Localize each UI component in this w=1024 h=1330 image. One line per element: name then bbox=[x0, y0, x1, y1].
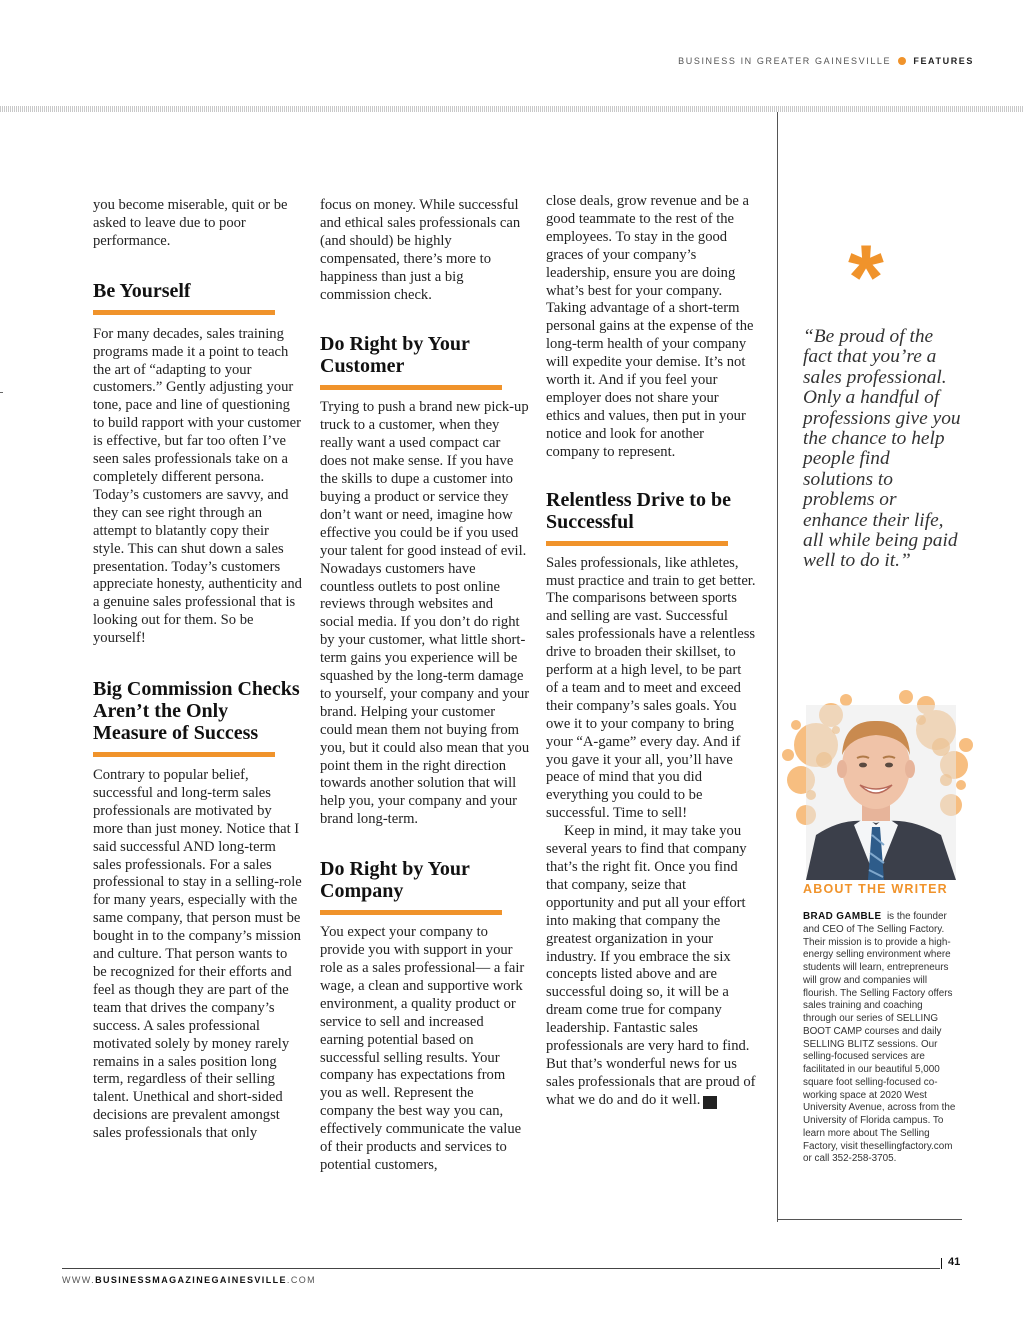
body-paragraph: Contrary to popular belief, successful and long-term sales professionals are motivated by more than just money. Notice that I said successful AND long-term sales professionals. For a sales professional to stay in a selling-role for many years, especially with the same company, that person must be bought in to the company’s mission and culture. That person wants to be recognized for their efforts and feel as though they are part of the team that drives the company’s success. A sales professional motivated solely by money rarely remains in a sales position long term, regardless of their selling talent. Unethical and short-sided decisions are prevalent amongst sales professionals that only bbox=[93, 767, 302, 1142]
closing-paragraph bbox=[546, 823, 756, 1110]
url-prefix: WWW. bbox=[62, 1275, 96, 1285]
closing-text: Keep in mind, it may take you several years to find that company that’s the right fit. Once you find that company, seize that opportunity and put all your effort into making that company the greatest organization in your industry. If you embrace the six concepts listed above and are successful doing so, it will be a dream come true for company leadership. Fantastic sales professionals are very hard to find. But that’s wonderful news for us sales professionals that are proud of what we do and do it well. bbox=[546, 823, 756, 1108]
author-photo bbox=[776, 685, 976, 880]
section-heading-customer: Do Right by Your Customer bbox=[320, 333, 470, 378]
url-suffix: .COM bbox=[286, 1275, 317, 1285]
author-name: BRAD GAMBLE bbox=[803, 911, 882, 922]
pull-quote: “Be proud of the fact that you’re a sales professional. Only a handful of professions give you the chance to help people find solutions to problems or enhance their life, all while being paid well to do it.” bbox=[803, 326, 961, 572]
page-number-tick bbox=[941, 1258, 942, 1269]
footer-rule bbox=[62, 1268, 940, 1269]
sidebar-underline bbox=[777, 1219, 962, 1220]
body-paragraph: You expect your company to provide you with support in your role as a sales professional— a fair wage, a clean and supportive work environment, a quality product or service to sell and increased earning potential based on successful selling results. Your company has expectations from you as well. Represent the company the best way you can, effectively communicate the value of their products and services to potential customers, bbox=[320, 924, 525, 1173]
author-bio: is the founder and CEO of The Selling Factory. Their mission is to provide a high-energy selling environment where students will learn, entrepreneurs will grow and companies will flourish. The Selling Factory offers sales training and coaching through our series of SELLING BOOT CAMP courses and daily SELLING BLITZ sessions. Our selling-focused services are facilitated in our beautiful 5,000 square foot selling-focused co-working space at 2020 West University Avenue, across from the University of Florida campus. To learn more about The Selling Factory, visit thesellingfactory.com or call 352-258-3705. bbox=[803, 911, 956, 1165]
bullet-dot-icon bbox=[898, 57, 906, 65]
asterisk-icon: * bbox=[848, 227, 884, 329]
section-heading-drive: Relentless Drive to be Successful bbox=[546, 488, 731, 533]
body-paragraph: Trying to push a brand new pick-up truck to a customer, when they really want a used compact car does not make sense. If you have the skills to dupe a customer into buying a product or service they don’t want or need, imagine how effective you could be if you used your talent for good instead of evil. Nowadays customers have countless outlets to post online reviews through websites and social media. If you don’t do right by your customer, what little short-term gains you experience will be squashed by the long-term damage to yourself, your company and your brand. Helping your customer could mean them not buying from you, but it could also mean that you point them in the right direction towards another solution that will help you, your company and your brand long-term. bbox=[320, 399, 530, 828]
page-header bbox=[678, 56, 974, 66]
body-paragraph: close deals, grow revenue and be a good teammate to the rest of the employees. To stay in the good graces of your company’s leadership, ensure you are doing what’s best for your company. Taking advantage of a short-term personal gains at the expense of the long-term health of your company will expedite your demise. It’s not worth it. And if you feel your employer does not share your ethics and values, then put in your notice and look for another company to represent. bbox=[546, 193, 754, 460]
body-paragraph: For many decades, sales training programs made it a point to teach the art of “adapting to your customers.” Gently adjusting your tone, pace and line of questioning to build rapport with your customer is effective, but far too often I’ve seen sales professionals take on a completely different persona. Today’s customers are savvy, and they can see right through an attempt to blatantly copy their style. This can shut down a sales presentation. Today’s customers appreciate honesty, authenticity and a genuine sales professional that is looking out for them. So be yourself! bbox=[93, 325, 302, 647]
header-pattern-bar bbox=[0, 106, 1024, 112]
section-heading-company: Do Right by Your Company bbox=[320, 858, 470, 903]
category-label: FEATURES bbox=[913, 56, 974, 66]
article-column-1 bbox=[93, 197, 303, 1143]
body-paragraph: focus on money. While successful and ethical sales professionals can (and should) be highly compensated, there’s more to happiness than just a big commission check. bbox=[320, 197, 521, 303]
footer-url bbox=[62, 1275, 316, 1285]
edge-tick bbox=[0, 392, 3, 393]
article-column-2 bbox=[320, 197, 530, 1175]
about-text bbox=[803, 911, 958, 1166]
page-number: 41 bbox=[948, 1256, 961, 1268]
article-column-3 bbox=[546, 193, 756, 1110]
end-mark-icon: B bbox=[703, 1096, 717, 1109]
section-heading-be-yourself: Be Yourself bbox=[93, 279, 191, 302]
about-heading: ABOUT THE WRITER bbox=[803, 882, 948, 896]
body-paragraph: you become miserable, quit or be asked to leave due to poor performance. bbox=[93, 197, 288, 249]
body-paragraph: Sales professionals, like athletes, must practice and train to get better. The comparisons between sports and selling are vast. Successful sales professionals have a relentless drive to broaden their skillset, to perform at a high level, to be part of a team and to meet and exceed their company’s sales goals. You owe it to your company to bring your “A-game” every day. And if you gave it your all, you’ll have peace of mind that you did everything you could to be successful. Time to sell! bbox=[546, 554, 756, 822]
section-label: BUSINESS IN GREATER GAINESVILLE bbox=[678, 56, 892, 66]
section-heading-big-commission: Big Commission Checks Aren’t the Only Measure of Success bbox=[93, 678, 300, 745]
sidebar-divider bbox=[777, 112, 778, 1222]
url-domain: BUSINESSMAGAZINEGAINESVILLE bbox=[95, 1275, 287, 1285]
